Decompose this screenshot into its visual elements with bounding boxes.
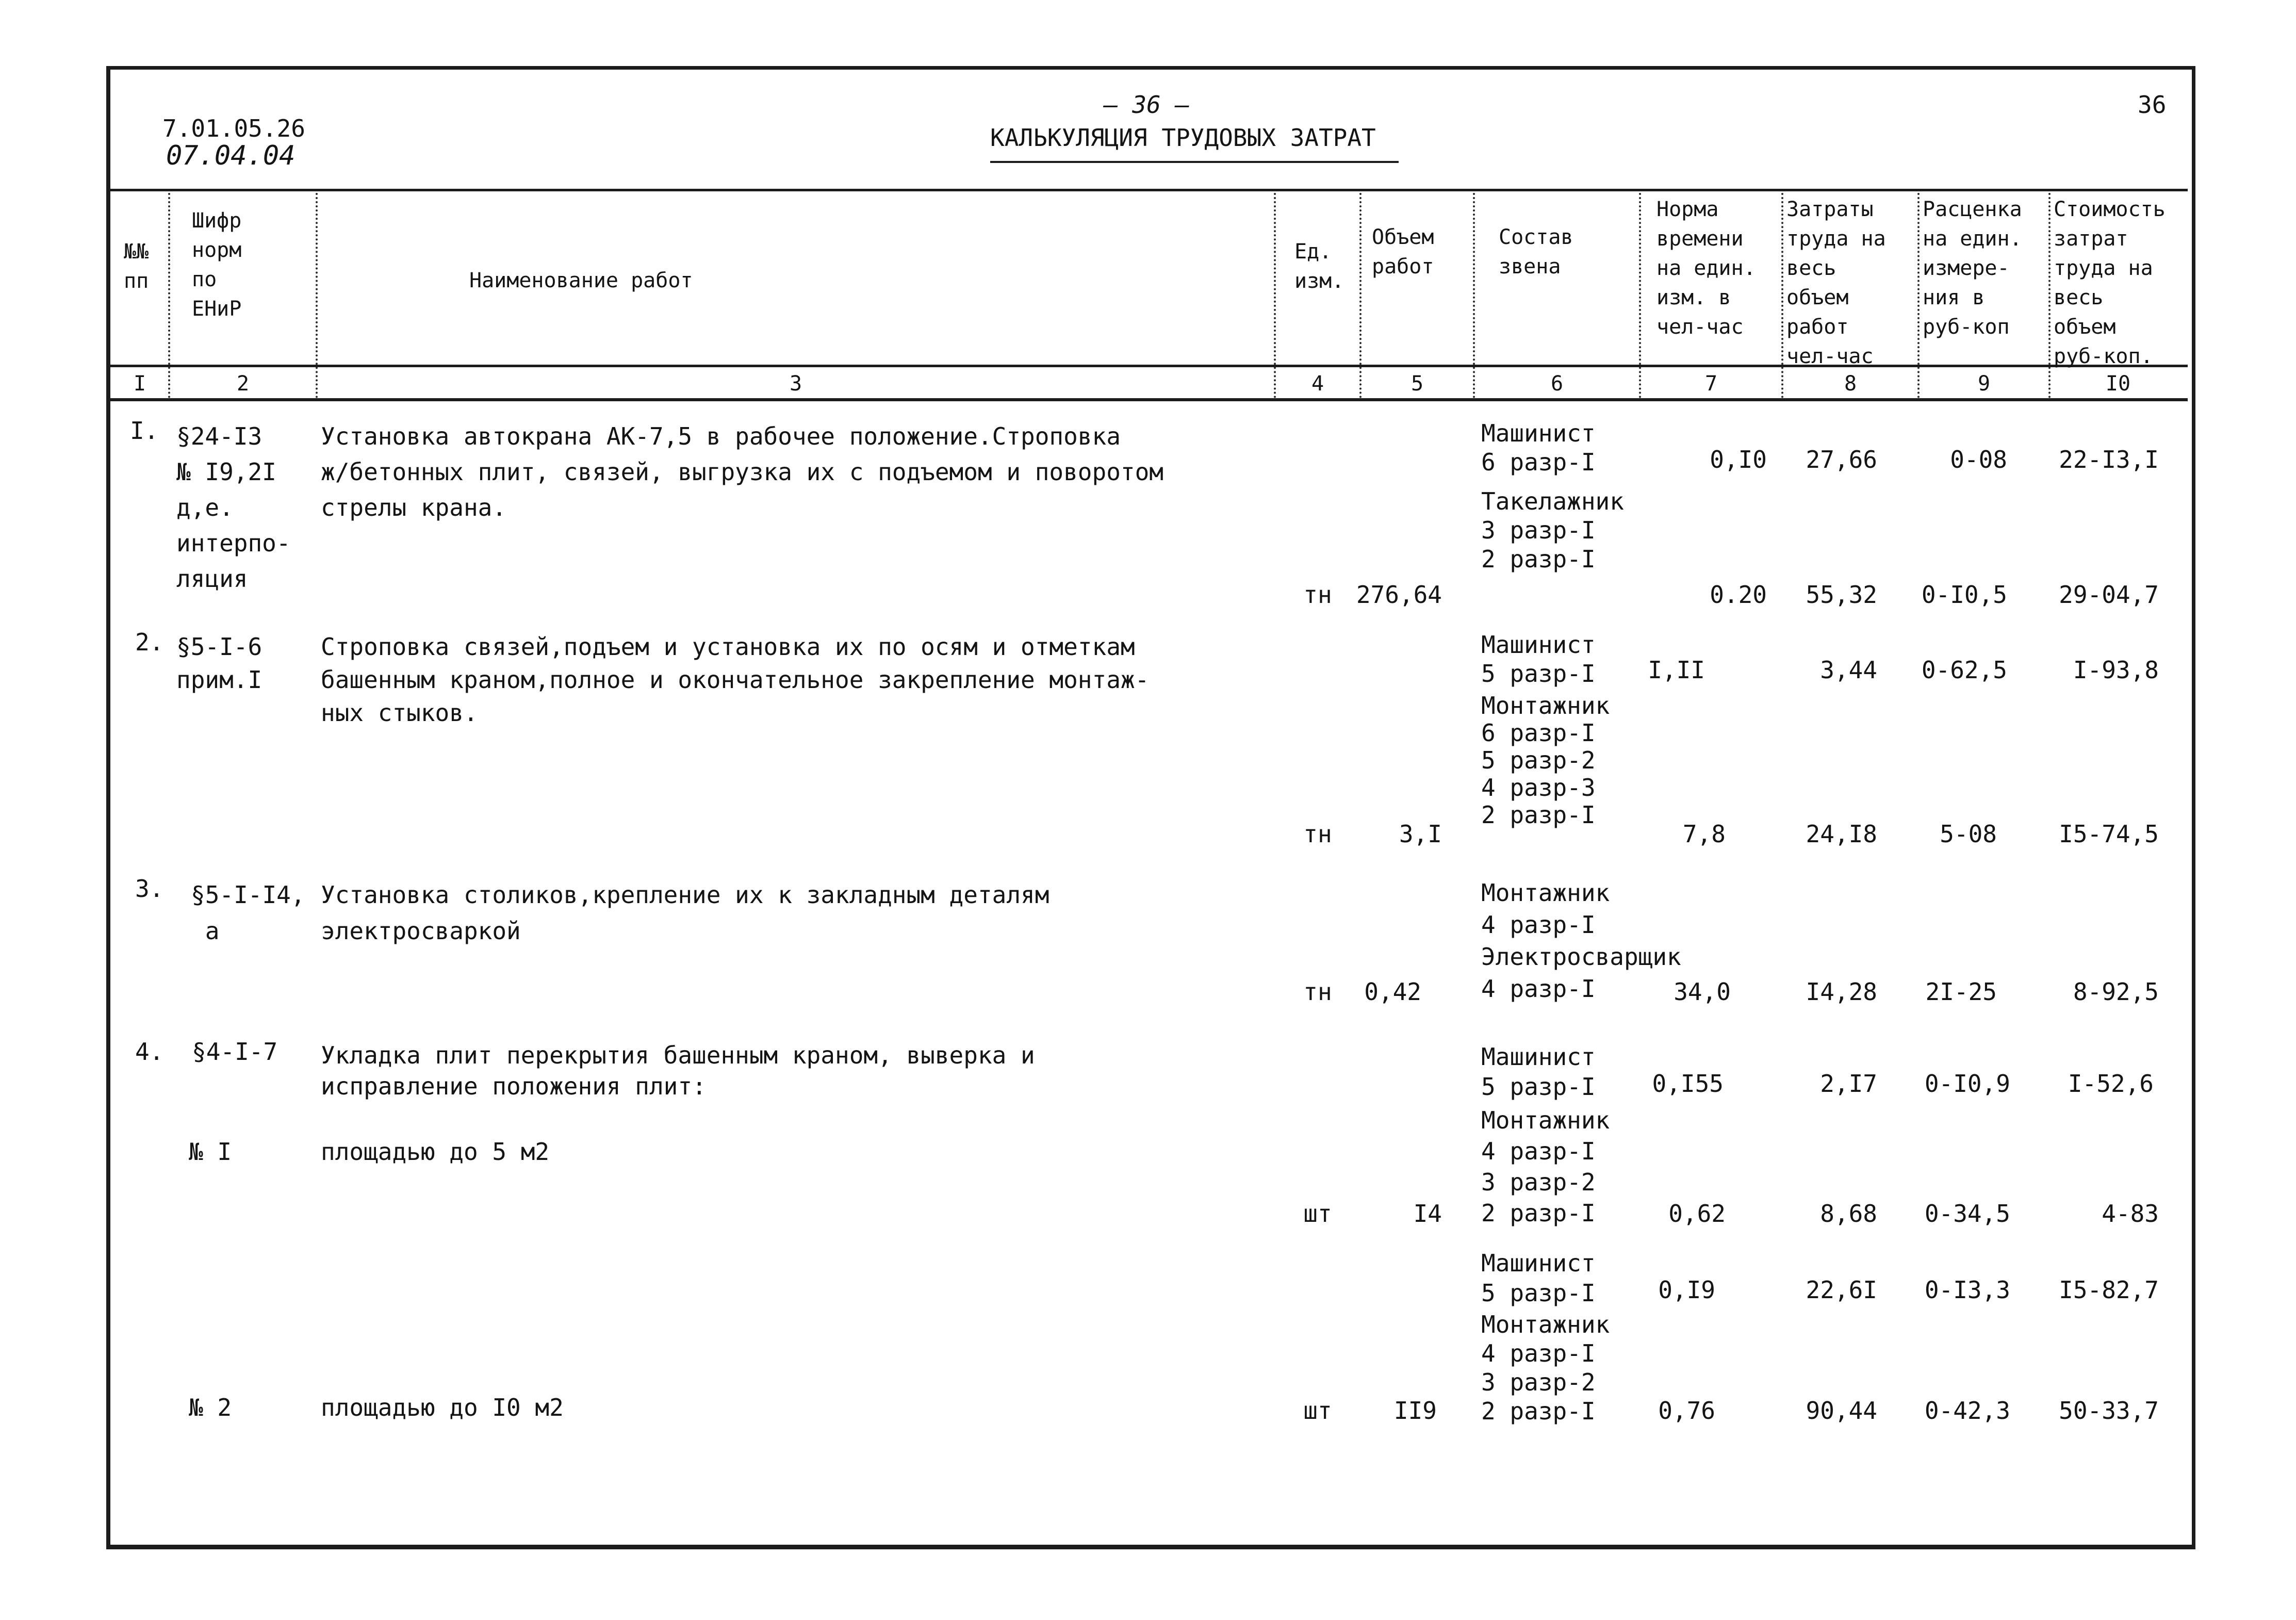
time-norm: 34,0	[1674, 978, 1731, 1006]
work-volume: 3,I	[1399, 820, 1442, 848]
norm-code: §5-I-6 прим.I	[176, 633, 263, 694]
norm-code: §4-I-7	[192, 1038, 278, 1066]
work-volume: I4	[1413, 1200, 1442, 1228]
labor-cost: 90,44	[1806, 1397, 1877, 1425]
page-number-corner: 36	[2138, 91, 2167, 119]
col-number: 4	[1311, 372, 1324, 396]
table-top-rule	[110, 189, 2188, 191]
unit-rate: 0-42,3	[1924, 1397, 2010, 1425]
total-cost: I5-82,7	[2059, 1276, 2159, 1304]
col-sep	[1781, 193, 1783, 398]
page-number-center: — 36 —	[1104, 91, 1190, 119]
col-number: 5	[1411, 372, 1424, 396]
work-name: Установка автокрана АК-7,5 в рабочее положение.Строповка ж/бетонных плит, связей, выгрузка их с подъемом и поворотом стрелы крана.	[321, 422, 1163, 521]
col-sep	[1917, 193, 1920, 398]
unit: тн	[1303, 820, 1332, 848]
col-sep	[1274, 193, 1276, 398]
crew-composition: Машинист 6 разр-I	[1481, 419, 1596, 476]
col-header-rate: Расценка на един. измере- ния в руб-коп	[1923, 198, 2022, 339]
row-number: 4.	[135, 1038, 164, 1066]
col-number: 8	[1844, 372, 1857, 396]
total-cost: 8-92,5	[2073, 978, 2159, 1006]
unit: шт	[1303, 1200, 1332, 1228]
row-number: 3.	[135, 875, 164, 903]
col-sep	[316, 193, 318, 398]
col-header-crew: Состав звена	[1499, 225, 1573, 279]
work-subname: площадью до I0 м2	[321, 1394, 564, 1421]
time-norm: 0.20	[1710, 581, 1767, 609]
crew-composition: Машинист 5 разр-I	[1481, 631, 1596, 688]
time-norm: 0,I55	[1652, 1070, 1724, 1098]
col-header-volume: Объем работ	[1372, 225, 1434, 279]
labor-cost: I4,28	[1806, 978, 1877, 1006]
col-number: 7	[1704, 372, 1718, 396]
norm-code: §5-I-I4, а	[191, 881, 305, 945]
work-volume: 0,42	[1364, 978, 1421, 1006]
labor-cost: 22,6I	[1806, 1276, 1877, 1304]
row-number: I.	[130, 417, 159, 445]
labor-cost: 27,66	[1806, 446, 1877, 473]
col-number: 2	[236, 372, 250, 396]
doc-code: 7.01.05.26	[162, 114, 305, 142]
col-number: 3	[789, 372, 802, 396]
unit-rate: 2I-25	[1925, 978, 1997, 1006]
col-header-unit: Ед. изм.	[1294, 240, 1344, 293]
work-name: Строповка связей,подъем и установка их по осям и отметкам башенным краном,полное и окончательное закрепление монтаж- ных стыков.	[321, 633, 1150, 727]
col-sep	[2048, 193, 2051, 398]
col-number: 6	[1550, 372, 1564, 396]
crew-composition: Монтажник 4 разр-I 3 разр-2 2 разр-I	[1481, 1311, 1610, 1425]
labor-cost: 3,44	[1820, 656, 1877, 684]
time-norm: 7,8	[1682, 820, 1726, 848]
unit: шт	[1303, 1397, 1332, 1425]
unit-rate: 0-I3,3	[1924, 1276, 2010, 1304]
norm-code: §24-I3 № I9,2I д,е. интерпо- ляция	[176, 422, 291, 593]
crew-composition: Монтажник 4 разр-I 3 разр-2 2 разр-I	[1481, 1106, 1610, 1227]
doc-date: 07.04.04	[166, 140, 296, 171]
unit: тн	[1303, 581, 1332, 609]
crew-composition: Монтажник 6 разр-I 5 разр-2 4 разр-3 2 разр-I	[1481, 692, 1610, 829]
col-sep	[168, 193, 170, 398]
unit-rate: 0-I0,9	[1924, 1070, 2010, 1098]
crew-composition: Монтажник 4 разр-I Электросварщик 4 разр-I	[1481, 879, 1681, 1003]
col-header-name: Наименование работ	[469, 269, 693, 292]
total-cost: I-93,8	[2073, 656, 2159, 684]
col-header-labor: Затраты труда на весь объем работ чел-час	[1786, 198, 1886, 368]
norm-subcode: № I	[189, 1138, 232, 1166]
labor-cost: 2,I7	[1820, 1070, 1877, 1098]
total-cost: 50-33,7	[2059, 1397, 2159, 1425]
title-underline	[990, 161, 1399, 163]
document-title: КАЛЬКУЛЯЦИЯ ТРУДОВЫХ ЗАТРАТ	[990, 124, 1376, 152]
unit-rate: 0-I0,5	[1921, 581, 2007, 609]
col-header-code: Шифр норм по ЕНиР	[192, 209, 242, 321]
col-sep	[1359, 193, 1362, 398]
col-header-norm: Норма времени на един. изм. в чел-час	[1657, 198, 1756, 339]
crew-composition: Машинист 5 разр-I	[1481, 1043, 1596, 1101]
crew-composition: Машинист 5 разр-I	[1481, 1249, 1596, 1307]
col-sep	[1473, 193, 1475, 398]
labor-cost: 8,68	[1820, 1200, 1877, 1228]
col-number: I	[133, 372, 146, 396]
unit-rate: 0-62,5	[1921, 656, 2007, 684]
unit-rate: 0-08	[1950, 446, 2007, 473]
crew-composition: Такелажник 3 разр-I 2 разр-I	[1481, 487, 1624, 573]
total-cost: I-52,6	[2068, 1070, 2154, 1098]
total-cost: 22-I3,I	[2059, 446, 2159, 473]
total-cost: 29-04,7	[2059, 581, 2159, 609]
col-number: 9	[1977, 372, 1991, 396]
time-norm: 0,I0	[1710, 446, 1767, 473]
total-cost: I5-74,5	[2059, 820, 2159, 848]
total-cost: 4-83	[2102, 1200, 2159, 1228]
labor-cost: 24,I8	[1806, 820, 1877, 848]
work-volume: II9	[1393, 1397, 1437, 1425]
unit: тн	[1303, 978, 1332, 1006]
work-name: Установка столиков,крепление их к закладным деталям электросваркой	[321, 881, 1049, 945]
norm-subcode: № 2	[189, 1394, 232, 1421]
work-volume: 276,64	[1356, 581, 1442, 609]
unit-rate: 5-08	[1940, 820, 1997, 848]
col-header-number: №№ пп	[124, 240, 149, 293]
time-norm: 0,62	[1668, 1200, 1726, 1228]
unit-rate: 0-34,5	[1924, 1200, 2010, 1228]
time-norm: 0,I9	[1658, 1276, 1715, 1304]
time-norm: I,II	[1648, 656, 1705, 684]
col-sep	[1639, 193, 1641, 398]
col-number: I0	[2105, 372, 2131, 396]
work-subname: площадью до 5 м2	[321, 1138, 550, 1166]
row-number: 2.	[135, 628, 164, 656]
time-norm: 0,76	[1658, 1397, 1715, 1425]
work-name: Укладка плит перекрытия башенным краном, выверка и исправление положения плит:	[321, 1041, 1035, 1100]
labor-cost: 55,32	[1806, 581, 1877, 609]
col-header-cost: Стоимость затрат труда на весь объем руб-коп.	[2054, 198, 2166, 368]
